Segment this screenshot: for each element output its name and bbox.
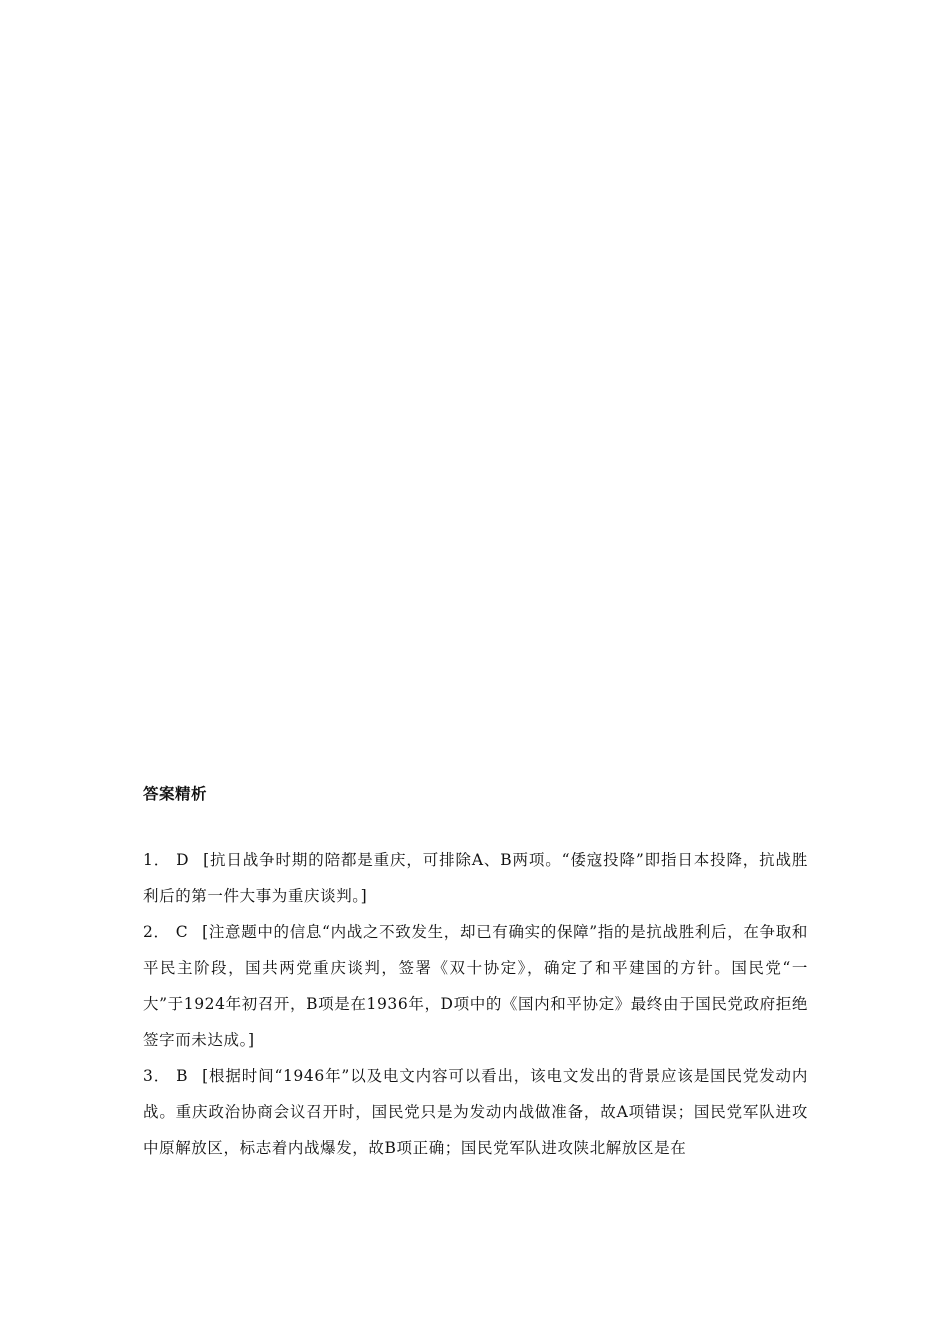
answer-item-3 — [143, 1058, 808, 1166]
answer-number: 3． — [143, 1067, 171, 1085]
answer-number: 2． — [143, 923, 170, 941]
answer-list — [143, 842, 808, 1166]
section-title: 答案精析 — [143, 785, 208, 803]
answer-explanation: [根据时间“1946年”以及电文内容可以看出，该电文发出的背景应该是国民党发动内战。重庆政治协商会议召开时，国民党只是为发动内战做准备，故A项错误；国民党军队进攻中原解放区，标志着内战爆发，故B项正确；国民党军队进攻陕北解放区是在 — [143, 1067, 809, 1157]
answer-choice: B — [176, 1067, 189, 1085]
answer-explanation: [注意题中的信息“内战之不致发生，却已有确实的保障”指的是抗战胜利后，在争取和平民主阶段，国共两党重庆谈判，签署《双十协定》，确定了和平建国的方针。国民党“一大”于1924年初召开，B项是在1936年，D项中的《国内和平协定》最终由于国民党政府拒绝签字而未达成。] — [143, 923, 808, 1049]
answer-choice: C — [175, 923, 189, 941]
answer-item-2 — [143, 914, 808, 1058]
answer-choice: D — [176, 851, 190, 869]
answer-item-1 — [143, 842, 808, 914]
answer-number: 1． — [143, 851, 171, 869]
answer-explanation: [抗日战争时期的陪都是重庆，可排除A、B两项。“倭寇投降”即指日本投降，抗战胜利后的第一件大事为重庆谈判。] — [143, 851, 808, 905]
